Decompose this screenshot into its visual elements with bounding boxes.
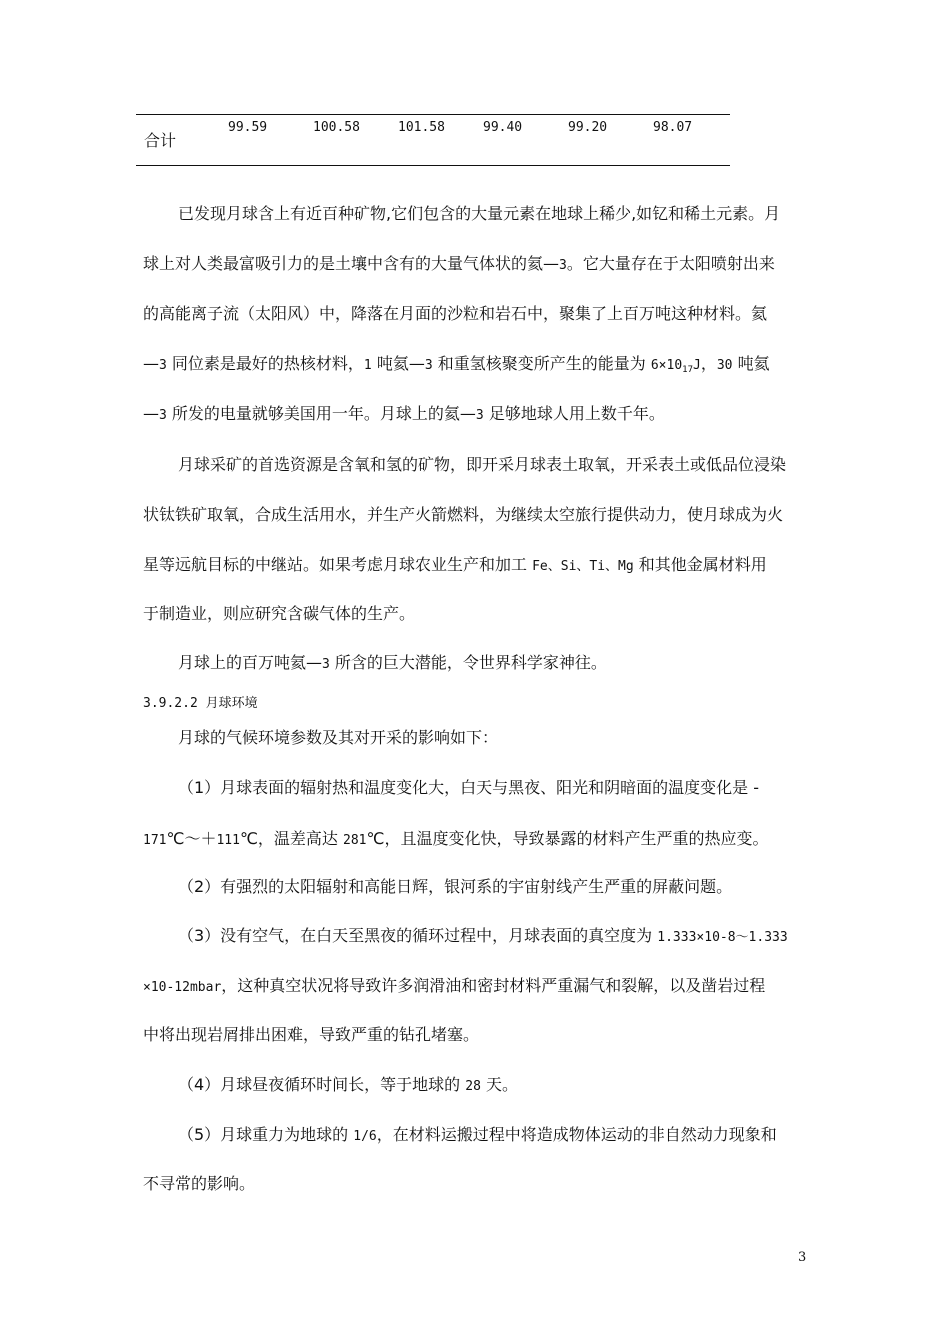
item-3-line-2: ×10-12mbar，这种真空状况将导致许多润滑油和密封材料严重漏气和裂解，以及凿岩过程 (143, 976, 766, 995)
item-2-line-1: （2）有强烈的太阳辐射和高能日辉，银河系的宇宙射线产生严重的屏蔽问题。 (178, 877, 733, 896)
section-title: 月球环境 (205, 696, 258, 711)
item-5-line-1: （5）月球重力为地球的 1/6，在材料运搬过程中将造成物体运动的非自然动力现象和 (178, 1125, 777, 1144)
page-number: 3 (798, 1250, 807, 1265)
p1-line-2: 球上对人类最富吸引力的是土壤中含有的大量气体状的氦—3。它大量存在于太阳喷射出来 (143, 254, 775, 273)
total-value-6: 98.07 (653, 120, 693, 135)
total-value-3: 101.58 (398, 120, 445, 135)
p3-line-1: 月球上的百万吨氦—3 所含的巨大潜能，令世界科学家神往。 (178, 653, 607, 672)
total-label: 合计 (144, 131, 177, 150)
item-3-line-1: （3）没有空气，在白天至黑夜的循环过程中，月球表面的真空度为 1.333×10-8～1.333 (178, 926, 788, 945)
p1-line-4: —3 同位素是最好的热核材料，1 吨氦—3 和重氢核聚变所产生的能量为 6×1017J，30 吨氦 (143, 354, 770, 375)
section-number: 3.9.2.2 (143, 696, 198, 711)
intro-line: 月球的气候环境参数及其对开采的影响如下： (178, 728, 499, 747)
p2-line-4: 于制造业，则应研究含碳气体的生产。 (143, 604, 416, 623)
item-5-line-2: 不寻常的影响。 (143, 1174, 256, 1193)
total-value-4: 99.40 (483, 120, 523, 135)
p1-line-5: —3 所发的电量就够美国用一年。月球上的氦—3 足够地球人用上数千年。 (143, 404, 665, 423)
item-3-line-3: 中将出现岩屑排出困难，导致严重的钻孔堵塞。 (143, 1025, 480, 1044)
p2-line-3: 星等远航目标的中继站。如果考虑月球农业生产和加工 Fe、Si、Ti、Mg 和其他金属材料用 (143, 555, 767, 574)
total-value-5: 99.20 (568, 120, 608, 135)
table-bottom-rule (136, 165, 730, 166)
item-1-line-1: （1）月球表面的辐射热和温度变化大，白天与黑夜、阳光和阴暗面的温度变化是 - (178, 778, 760, 797)
item-4-line-1: （4）月球昼夜循环时间长，等于地球的 28 天。 (178, 1075, 519, 1094)
section-heading (143, 694, 258, 714)
p1-line-1: 已发现月球含上有近百种矿物,它们包含的大量元素在地球上稀少,如钇和稀土元素。月 (178, 204, 781, 223)
p2-line-2: 状钛铁矿取氧，合成生活用水，并生产火箭燃料，为继续太空旅行提供动力，使月球成为火 (143, 505, 784, 524)
p1-line-3: 的高能离子流（太阳风）中，降落在月面的沙粒和岩石中，聚集了上百万吨这种材料。氦 (143, 304, 768, 323)
total-value-1: 99.59 (228, 120, 268, 135)
table-top-rule (136, 114, 730, 115)
composition-table-total-row (136, 114, 730, 166)
total-value-2: 100.58 (313, 120, 360, 135)
item-1-line-2: 171℃～＋111℃，温差高达 281℃，且温度变化快，导致暴露的材料产生严重的热应变。 (143, 829, 769, 848)
p2-line-1: 月球采矿的首选资源是含氧和氢的矿物，即开采月球表土取氧，开采表土或低品位浸染 (178, 455, 787, 474)
